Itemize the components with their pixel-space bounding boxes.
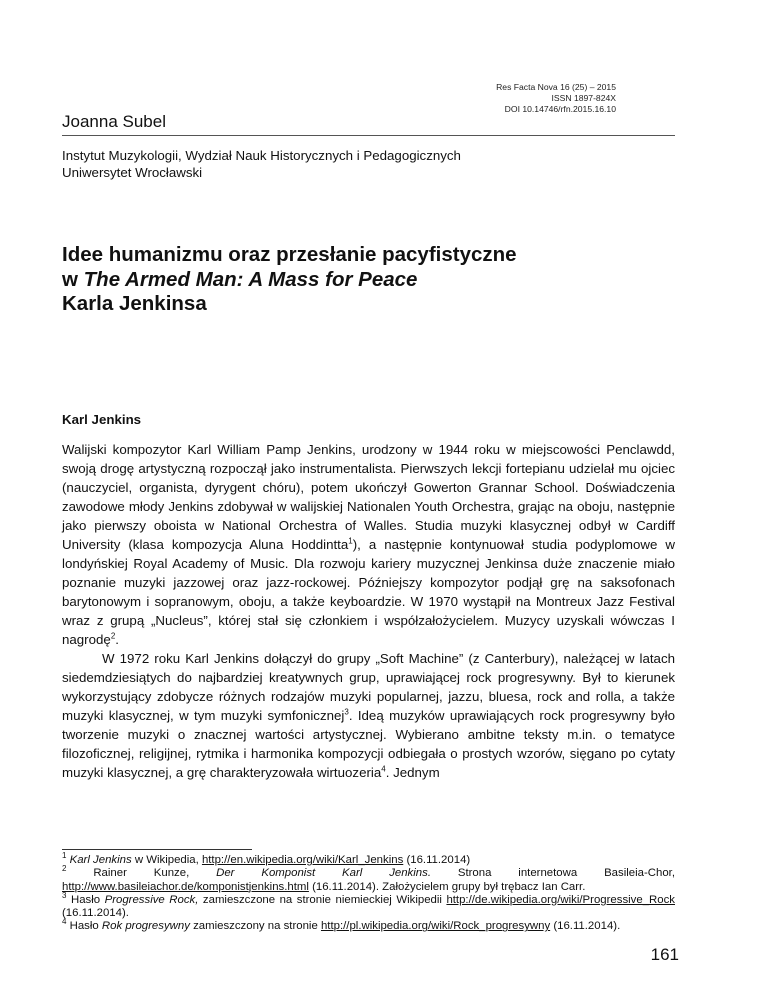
footnote-1 [62,851,675,867]
footnote-1-italic: Karl Jenkins [69,854,132,866]
issn: ISSN 1897-824X [551,93,616,103]
footnote-3-number: 3 [62,891,67,901]
footnote-3-text-b: zamieszczone na stronie niemieckiej Wikipedii [198,893,447,906]
title-line-1: Idee humanizmu oraz przesłanie pacyfistyczne [62,243,517,266]
footnote-2-text-a: Rainer Kunze, [66,867,217,880]
footnote-3-text-c: (16.11.2014). [62,907,129,920]
paragraph-1 [62,440,675,649]
body-text [62,440,675,782]
footnote-4-text-b: zamieszczony na stronie [189,920,321,933]
footnote-4-italic: Rok progresywny [101,920,190,933]
page-number: 161 [650,945,679,964]
footnote-1-text: w Wikipedia, [131,854,202,866]
footnote-ref-1[interactable]: 1 [348,536,353,546]
footnote-2-number: 2 [62,864,67,874]
footnote-4 [62,917,675,933]
footnote-3-link[interactable]: http://de.wikipedia.org/wiki/Progressive_Rock [446,893,675,906]
journal-citation: Res Facta Nova 16 (25) – 2015 [496,82,616,92]
title-line-2-prefix: w [62,267,84,291]
footnote-ref-3[interactable]: 3 [344,707,349,717]
paragraph-1-part-c: . [115,632,119,647]
footnote-2-text-b: Strona internetowa Basileia-Chor, [430,867,675,880]
author-name: Joanna Subel [62,112,166,131]
footnote-2-text-c: (16.11.2014). Założycielem grupy był trębacz Ian Carr. [308,880,586,893]
footnotes [62,851,675,934]
section-heading: Karl Jenkins [62,412,142,427]
footnote-4-text-c: (16.11.2014). [550,920,621,933]
footnote-2 [62,864,675,894]
footnote-1-link[interactable]: http://en.wikipedia.org/wiki/Karl_Jenkins [201,854,404,866]
footnote-4-number: 4 [62,917,67,927]
paragraph-2-part-c: . Jednym [385,765,440,780]
paragraph-1-part-b: ), a następnie kontynuował studia podyplomowe w londyńskiej Royal Academy of Music. Dla rozwoju kariery muzycznej Jenkinsa duże znaczenie miało poznanie muzyki jazzowej oraz jazz-rockowej. Późniejszy kompozytor podjął grę na saksofonach barytonowym i sopranowym, oboju, a także keyboardzie. W 1970 wystąpił na Montreux Jazz Festival wraz z grupą „Nucleus”, której stał się członkiem i współzałożycielem. Muzycy uzyskali wówczas I nagrodę [62,537,675,647]
affiliation-line-2: Uniwersytet Wrocławski [62,165,203,180]
footnote-4-text-a: Hasło [66,920,102,933]
affiliation [62,147,461,181]
paragraph-2-part-a: W 1972 roku Karl Jenkins dołączył do grupy „Soft Machine” (z Canterbury), należącej w latach siedemdziesiątych do najbardziej kreatywnych grup, uprawiającej rock progresywny. Był to kierunek wykorzystujący zdobycze różnych rodzajów muzyki popularnej, jazzu, bluesa, rock and rolla, a także muzyki klasycznej, w tym muzyki symfonicznej [62,651,675,723]
footnote-3 [62,891,675,921]
article-title [62,243,517,317]
footnote-3-italic: Progressive Rock, [104,893,199,906]
footnote-2-link[interactable]: http://www.basileiachor.de/komponistjenkins.html [62,880,309,893]
title-line-2 [62,268,517,293]
footnote-3-text-a: Hasło [66,893,105,906]
title-work-name: The Armed Man: A Mass for Peace [83,267,418,291]
paragraph-2 [62,649,675,782]
footnote-1-number: 1 [62,851,67,861]
doi: DOI 10.14746/rfn.2015.16.10 [504,104,616,114]
affiliation-line-1: Instytut Muzykologii, Wydział Nauk Historycznych i Pedagogicznych [62,148,461,163]
footnote-divider [62,849,252,850]
footnote-ref-2[interactable]: 2 [110,631,116,641]
footnote-4-link[interactable]: http://pl.wikipedia.org/wiki/Rock_progresywny [320,920,551,933]
journal-meta [496,82,616,115]
header-divider [62,135,675,136]
footnote-1-date: (16.11.2014) [403,854,471,866]
title-line-3: Karla Jenkinsa [62,292,207,315]
paragraph-2-part-b: . Ideą muzyków uprawiających rock progresywny było tworzenie muzyki o znacznej wartości artystycznej. Wybierano ambitne teksty m.in. o tematyce filozoficznej, religijnej, rytmika i harmonika kompozycji odbiegała o prostych wzorów, sięgano po cytaty muzyki klasycznej, a grę charakteryzowała wirtuozeria [62,708,675,780]
footnote-2-italic: Der Komponist Karl Jenkins. [216,867,431,880]
footnote-ref-4[interactable]: 4 [381,764,386,774]
paragraph-1-part-a: Walijski kompozytor Karl William Pamp Jenkins, urodzony w 1944 roku w miejscowości Penclawdd, swoją drogę artystyczną rozpoczął jako instrumentalista. Pierwszych lekcji fortepianu udzielał mu ojciec (nauczyciel, organista, dyrygent chóru), potem ukończył Gowerton Grannar School. Doświadczenia zawodowe młody Jenkins zdobywał w walijskiej Nationalen Youth Orchestra, grając na oboju, następnie jako pierwszy oboista w National Orchestra of Walles. Studia muzyki klasycznej odbył w Cardiff University (klasa kompozycja Aluna Hoddintta [62,442,675,552]
